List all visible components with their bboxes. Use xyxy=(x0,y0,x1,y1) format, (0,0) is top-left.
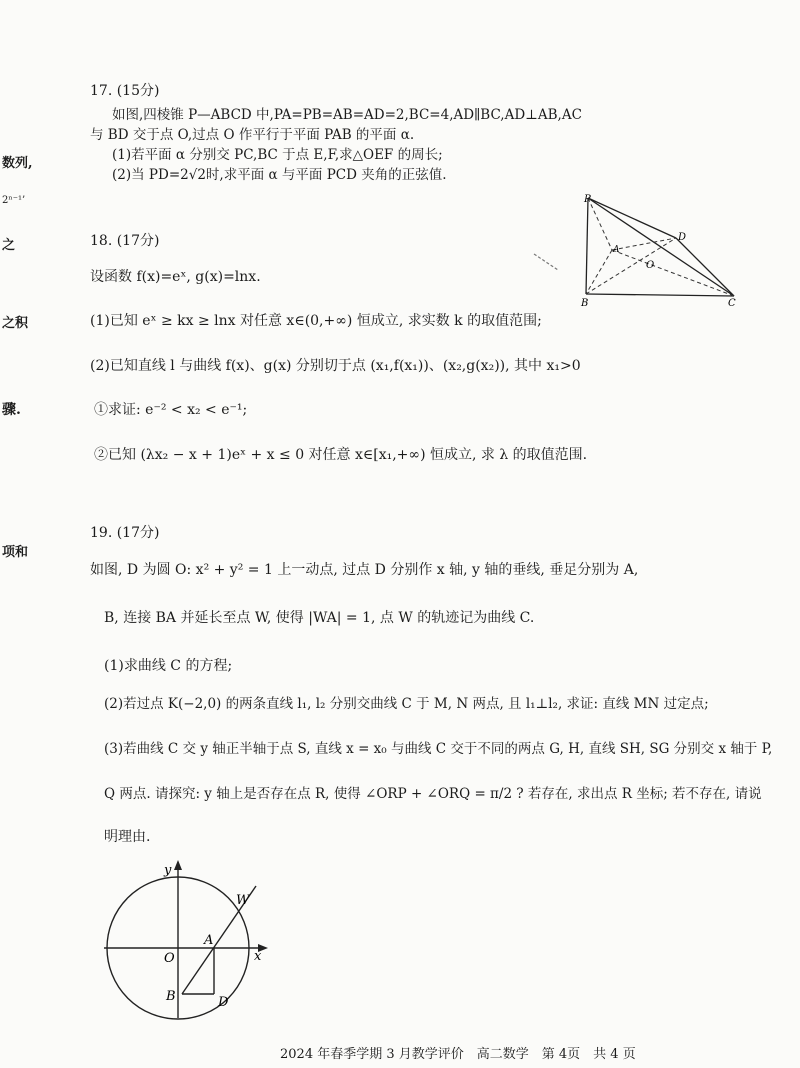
q18-sub1: ①求证: e⁻² < x₂ < e⁻¹; xyxy=(94,402,248,418)
label-O: O xyxy=(646,260,655,271)
label-A: A xyxy=(204,933,214,948)
label-B: B xyxy=(166,989,176,1004)
q19-header: 19. (17分) xyxy=(90,525,160,541)
left-edge-fragment: 2ⁿ⁻¹’ xyxy=(2,195,26,206)
q19-line2: B, 连接 BA 并延长至点 W, 使得 |WA| = 1, 点 W 的轨迹记为曲线 C. xyxy=(104,610,535,626)
q18-header: 18. (17分) xyxy=(90,233,160,249)
q19-part3b: Q 两点. 请探究: y 轴上是否存在点 R, 使得 ∠ORP + ∠ORQ = π/2 ? 若存在, 求出点 R 坐标; 若不存在, 请说 xyxy=(104,786,762,802)
scan-mark xyxy=(532,250,562,274)
label-D: D xyxy=(678,232,687,243)
q17-line1: 如图,四棱锥 P—ABCD 中,PA=PB=AB=AD=2,BC=4,AD∥BC,AD⊥AB,AC xyxy=(112,107,582,123)
q17-part1: (1)若平面 α 分别交 PC,BC 于点 E,F,求△OEF 的周长; xyxy=(112,147,443,163)
left-edge-fragment: 之积 xyxy=(2,316,29,331)
q17-part2: (2)当 PD=2√2时,求平面 α 与平面 PCD 夹角的正弦值. xyxy=(112,167,447,183)
label-y: y xyxy=(164,863,172,878)
q18-intro: 设函数 f(x)=eˣ, g(x)=lnx. xyxy=(90,269,261,285)
left-edge-fragment: 骤. xyxy=(2,402,21,418)
q18-sub2: ②已知 (λx₂ − x + 1)eˣ + x ≤ 0 对任意 x∈[x₁,+∞) 恒成立, 求 λ 的取值范围. xyxy=(94,447,588,463)
left-edge-fragment: 数列, xyxy=(2,156,33,171)
q19-line1: 如图, D 为圆 O: x² + y² = 1 上一动点, 过点 D 分别作 x 轴, y 轴的垂线, 垂足分别为 A, xyxy=(90,562,639,578)
pyramid-figure xyxy=(578,192,748,310)
page-footer: 2024 年春季学期 3 月教学评价 高二数学 第 4页 共 4 页 xyxy=(280,1047,636,1062)
q19-part1: (1)求曲线 C 的方程; xyxy=(104,658,233,674)
q17-header: 17. (15分) xyxy=(90,83,160,99)
label-W: W xyxy=(236,893,250,908)
label-D: D xyxy=(218,995,229,1010)
q19-part3c: 明理由. xyxy=(104,829,151,845)
label-P: P xyxy=(584,194,591,205)
q19-part2: (2)若过点 K(−2,0) 的两条直线 l₁, l₂ 分别交曲线 C 于 M, N 两点, 且 l₁⊥l₂, 求证: 直线 MN 过定点; xyxy=(104,696,709,712)
circle-figure xyxy=(96,858,276,1023)
label-C: C xyxy=(728,298,736,309)
label-B: B xyxy=(581,298,589,309)
label-x: x xyxy=(254,949,262,964)
left-edge-fragment: 项和 xyxy=(2,545,29,560)
left-edge-fragment: 之 xyxy=(2,238,16,253)
q19-part3a: (3)若曲线 C 交 y 轴正半轴于点 S, 直线 x = x₀ 与曲线 C 交于不同的两点 G, H, 直线 SH, SG 分别交 x 轴于 P, xyxy=(104,741,773,757)
label-O: O xyxy=(164,951,175,966)
q18-part1: (1)已知 eˣ ≥ kx ≥ lnx 对任意 x∈(0,+∞) 恒成立, 求实数 k 的取值范围; xyxy=(90,313,542,329)
label-A: A xyxy=(613,245,620,255)
q18-part2: (2)已知直线 l 与曲线 f(x)、g(x) 分别切于点 (x₁,f(x₁))、(x₂,g(x₂)), 其中 x₁>0 xyxy=(90,358,581,374)
q17-line2: 与 BD 交于点 O,过点 O 作平行于平面 PAB 的平面 α. xyxy=(90,127,415,143)
